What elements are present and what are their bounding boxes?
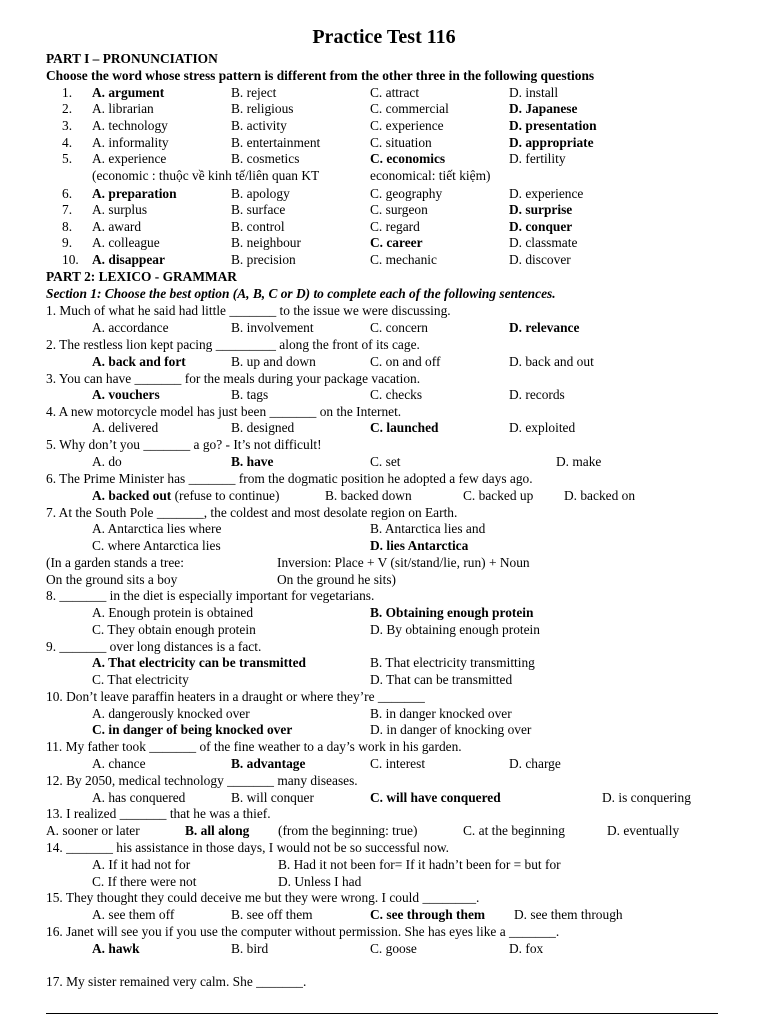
q5-option-d: D. make [556,454,602,469]
pronunciation-option-a: A. colleague [92,235,160,250]
pronunciation-option-c: C. surgeon [370,202,428,217]
q11-option-b: B. advantage [231,756,306,771]
q12-option-a: A. has conquered [92,790,186,805]
part2-heading: PART 2: LEXICO - GRAMMAR [46,269,237,284]
pronunciation-question-number: 6. [62,186,73,201]
pronunciation-option-a: A. technology [92,118,168,133]
q4-option-c: C. launched [370,420,439,435]
pronunciation-option-a: A. librarian [92,101,154,116]
pronunciation-option-d: D. install [509,85,559,100]
q4-option-b: B. designed [231,420,295,435]
pronunciation-question-number: 10. [62,252,79,267]
note-economic: (economic : thuộc về kinh tế/liên quan KT [92,168,320,183]
question-17: 17. My sister remained very calm. She _______. [46,974,307,989]
q6-option-a [92,488,279,504]
question-5: 5. Why don’t you _______ a go? - It’s not difficult! [46,437,322,452]
pronunciation-option-a: A. informality [92,135,169,150]
question-1: 1. Much of what he said had little _______ to the issue we were discussing. [46,303,451,318]
pronunciation-option-d: D. presentation [509,118,597,133]
pronunciation-option-b: B. apology [231,186,290,201]
question-7: 7. At the South Pole _______, the coldest and most desolate region on Earth. [46,505,458,520]
pronunciation-option-c: C. economics [370,151,446,166]
pronunciation-option-a: A. preparation [92,186,177,201]
pronunciation-question-number: 8. [62,219,73,234]
q4-option-a: A. delivered [92,420,159,435]
q4-option-d: D. exploited [509,420,576,435]
pronunciation-question-number: 5. [62,151,73,166]
question-8: 8. _______ in the diet is especially important for vegetarians. [46,588,375,603]
question-11: 11. My father took _______ of the fine weather to a day’s work in his garden. [46,739,462,754]
pronunciation-option-d: D. surprise [509,202,573,217]
q16-option-b: B. bird [231,941,269,956]
q7-note-2b: On the ground he sits) [277,572,397,587]
pronunciation-option-b: B. surface [231,202,286,217]
q12-option-d: D. is conquering [602,790,691,805]
q15-option-d: D. see them through [514,907,623,922]
q11-option-a: A. chance [92,756,146,771]
note-economical: economical: tiết kiệm) [370,168,491,183]
pronunciation-option-b: B. entertainment [231,135,321,150]
q6-option-c: C. backed up [463,488,534,503]
pronunciation-question-number: 3. [62,118,73,133]
pronunciation-option-c: C. regard [370,219,420,234]
q8-option-d: D. By obtaining enough protein [370,622,540,637]
question-6: 6. The Prime Minister has _______ from the dogmatic position he adopted a few days ago. [46,471,533,486]
question-12: 12. By 2050, medical technology _______ many diseases. [46,773,358,788]
q6-option-a-note: (refuse to continue) [171,488,280,503]
pronunciation-question-number: 2. [62,101,73,116]
q7-option-d: D. lies Antarctica [370,538,469,553]
q16-option-c: C. goose [370,941,417,956]
q14-option-b: B. Had it not been for= If it hadn’t been for = but for [278,857,561,872]
pronunciation-question-number: 9. [62,235,73,250]
q13-option-a: A. sooner or later [46,823,140,838]
part1-instruction: Choose the word whose stress pattern is different from the other three in the following questions [46,68,595,83]
q3-option-b: B. tags [231,387,269,402]
pronunciation-option-d: D. Japanese [509,101,578,116]
pronunciation-option-a: A. surplus [92,202,148,217]
pronunciation-option-b: B. neighbour [231,235,301,250]
pronunciation-option-a: A. award [92,219,142,234]
pronunciation-question-number: 4. [62,135,73,150]
q9-option-c: C. That electricity [92,672,189,687]
pronunciation-question-number: 1. [62,85,73,100]
pronunciation-option-c: C. mechanic [370,252,437,267]
q6-option-a-text: A. backed out [92,488,172,503]
q9-option-b: B. That electricity transmitting [370,655,535,670]
q1-option-b: B. involvement [231,320,314,335]
pronunciation-option-c: C. situation [370,135,432,150]
pronunciation-option-c: C. commercial [370,101,449,116]
pronunciation-option-b: B. cosmetics [231,151,300,166]
pronunciation-option-d: D. appropriate [509,135,594,150]
q10-option-b: B. in danger knocked over [370,706,512,721]
q12-option-c: C. will have conquered [370,790,501,805]
q10-option-a: A. dangerously knocked over [92,706,250,721]
q5-option-a: A. do [92,454,122,469]
q15-option-a: A. see them off [92,907,175,922]
pronunciation-option-b: B. religious [231,101,294,116]
pronunciation-question-number: 7. [62,202,73,217]
section1-instruction: Section 1: Choose the best option (A, B, C or D) to complete each of the following sentences. [46,286,556,301]
q1-option-c: C. concern [370,320,429,335]
q11-option-d: D. charge [509,756,561,771]
pronunciation-option-d: D. fertility [509,151,566,166]
pronunciation-option-b: B. reject [231,85,277,100]
q16-option-a: A. hawk [92,941,140,956]
page-title: Practice Test 116 [312,26,456,48]
pronunciation-option-b: B. precision [231,252,296,267]
q5-option-b: B. have [231,454,274,469]
pronunciation-option-b: B. control [231,219,285,234]
question-13: 13. I realized _______ that he was a thief. [46,806,271,821]
q2-option-a: A. back and fort [92,354,186,369]
q5-option-c: C. set [370,454,401,469]
q6-option-b: B. backed down [325,488,412,503]
q9-option-a: A. That electricity can be transmitted [92,655,306,670]
q15-option-c: C. see through them [370,907,486,922]
q13-option-d: D. eventually [607,823,680,838]
q7-option-b: B. Antarctica lies and [370,521,486,536]
q7-note-1b: Inversion: Place + V (sit/stand/lie, run) + Noun [277,555,530,570]
q2-option-c: C. on and off [370,354,441,369]
pronunciation-option-d: D. classmate [509,235,578,250]
footer-divider [46,1013,718,1014]
question-3: 3. You can have _______ for the meals during your package vacation. [46,371,421,386]
q8-option-a: A. Enough protein is obtained [92,605,254,620]
question-15: 15. They thought they could deceive me but they were wrong. I could ________. [46,890,480,905]
q8-option-c: C. They obtain enough protein [92,622,256,637]
q2-option-b: B. up and down [231,354,316,369]
question-10: 10. Don’t leave paraffin heaters in a draught or where they’re _______ [46,689,425,704]
q10-option-c: C. in danger of being knocked over [92,722,293,737]
pronunciation-option-d: D. conquer [509,219,573,234]
pronunciation-option-b: B. activity [231,118,287,133]
question-16: 16. Janet will see you if you use the computer without permission. She has eyes like a _______. [46,924,560,939]
q2-option-d: D. back and out [509,354,594,369]
q3-option-a: A. vouchers [92,387,160,402]
pronunciation-option-d: D. experience [509,186,584,201]
pronunciation-option-d: D. discover [509,252,571,267]
question-14: 14. _______ his assistance in those days, I would not be so successful now. [46,840,450,855]
q9-option-d: D. That can be transmitted [370,672,513,687]
question-9: 9. _______ over long distances is a fact. [46,639,262,654]
q3-option-c: C. checks [370,387,423,402]
q1-option-d: D. relevance [509,320,580,335]
q7-note-2a: On the ground sits a boy [46,572,178,587]
q10-option-d: D. in danger of knocking over [370,722,532,737]
q8-option-b: B. Obtaining enough protein [370,605,534,620]
q1-option-a: A. accordance [92,320,169,335]
q14-option-c: C. If there were not [92,874,197,889]
q13-option-b: B. all along [185,823,250,838]
part1-heading: PART I – PRONUNCIATION [46,51,218,66]
q12-option-b: B. will conquer [231,790,314,805]
q13-option-c: C. at the beginning [463,823,565,838]
question-4: 4. A new motorcycle model has just been _______ on the Internet. [46,404,402,419]
q13-note: (from the beginning: true) [278,823,418,838]
q16-option-d: D. fox [509,941,544,956]
q7-option-c: C. where Antarctica lies [92,538,221,553]
pronunciation-option-a: A. disappear [92,252,165,267]
q11-option-c: C. interest [370,756,426,771]
q15-option-b: B. see off them [231,907,313,922]
q6-option-d: D. backed on [564,488,636,503]
q14-option-d: D. Unless I had [278,874,362,889]
pronunciation-option-c: C. career [370,235,423,250]
pronunciation-option-c: C. experience [370,118,444,133]
q7-option-a: A. Antarctica lies where [92,521,222,536]
question-2: 2. The restless lion kept pacing _________ along the front of its cage. [46,337,420,352]
q7-note-1a: (In a garden stands a tree: [46,555,184,570]
q14-option-a: A. If it had not for [92,857,191,872]
pronunciation-option-a: A. argument [92,85,165,100]
pronunciation-option-c: C. geography [370,186,443,201]
pronunciation-option-a: A. experience [92,151,167,166]
pronunciation-option-c: C. attract [370,85,420,100]
q3-option-d: D. records [509,387,565,402]
